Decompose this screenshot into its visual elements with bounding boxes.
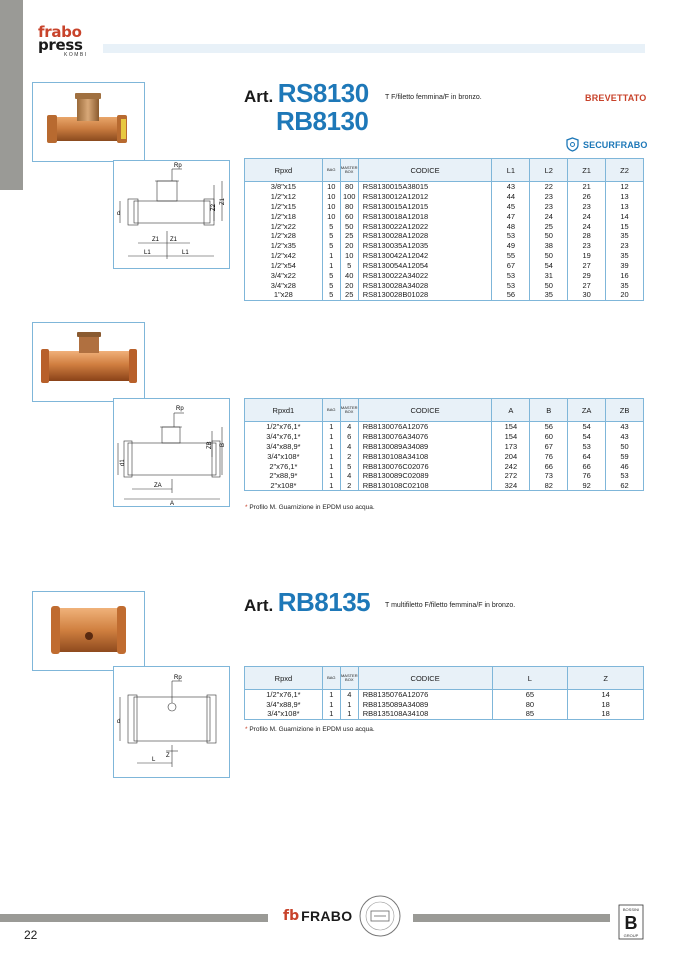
table-cell: RS8130015A38015	[358, 182, 492, 192]
table-cell: 2"x88,9*	[245, 471, 323, 481]
table-cell: 2"x76,1*	[245, 461, 323, 471]
column-header: CODICE	[358, 399, 492, 422]
table-cell: RB8130076A34076	[358, 431, 492, 441]
table-cell: 49	[492, 241, 530, 251]
table-cell: 1/2"x18	[245, 211, 323, 221]
table-cell: 1/2"x35	[245, 241, 323, 251]
column-header: Z2	[606, 159, 644, 182]
table-cell: 23	[568, 201, 606, 211]
table-cell: 50	[530, 280, 568, 290]
group-top-text: BOSSINI	[622, 907, 640, 912]
description-rs8130: T F/filetto femmina/F in bronzo.	[385, 94, 482, 101]
table-header-row	[245, 159, 644, 182]
table-cell: 67	[492, 261, 530, 271]
table-cell: 13	[606, 201, 644, 211]
table-row	[245, 451, 644, 461]
table-cell: 80	[340, 201, 358, 211]
table-cell: 1	[322, 699, 340, 709]
footer-bar-left	[0, 914, 268, 922]
table-cell: 24	[568, 211, 606, 221]
table-cell: 23	[606, 241, 644, 251]
table-cell: 23	[568, 241, 606, 251]
table-cell: 14	[568, 690, 644, 700]
table-cell: 23	[530, 191, 568, 201]
table-cell: 76	[568, 471, 606, 481]
securfrabo-badge	[565, 137, 648, 152]
table-cell: 1/2"x42	[245, 251, 323, 261]
table-cell: 12	[606, 182, 644, 192]
left-gray-bar	[0, 0, 23, 190]
table-cell: 50	[530, 251, 568, 261]
table-cell: 5	[322, 231, 340, 241]
table-cell: 1/2"x12	[245, 191, 323, 201]
column-header: BAG	[322, 667, 340, 690]
table-cell: 4	[340, 471, 358, 481]
table-cell: 55	[492, 251, 530, 261]
table-cell: 50	[530, 231, 568, 241]
table-cell: 19	[568, 251, 606, 261]
table-rs8130	[244, 158, 644, 301]
table-cell: 60	[530, 431, 568, 441]
table-cell: 1	[322, 261, 340, 271]
table-cell: 53	[492, 280, 530, 290]
dim-b: B	[220, 442, 226, 447]
table-cell: 1	[322, 471, 340, 481]
table-cell: 1/2"x15	[245, 201, 323, 211]
table-cell: 173	[492, 441, 530, 451]
logo-line-press: press	[38, 36, 83, 54]
table-cell: 1	[322, 709, 340, 719]
table-cell: 5	[322, 280, 340, 290]
table-cell: 10	[322, 191, 340, 201]
table-cell: 25	[340, 290, 358, 300]
table-cell: 26	[568, 191, 606, 201]
table-cell: RS8130028B01028	[358, 290, 492, 300]
table-row	[245, 221, 644, 231]
table-cell: 47	[492, 211, 530, 221]
table-cell: RS8130028A34028	[358, 280, 492, 290]
column-header: BAG	[322, 159, 340, 182]
dim-l1-left: L1	[144, 250, 151, 256]
table-cell: 64	[568, 451, 606, 461]
table-row	[245, 290, 644, 300]
dim-d1: d1	[120, 459, 126, 466]
header-rule	[103, 44, 645, 53]
table-cell: 35	[606, 280, 644, 290]
column-header: MASTER BOX	[340, 159, 358, 182]
table-cell: 54	[568, 422, 606, 432]
table-cell: 43	[492, 182, 530, 192]
table-cell: 21	[568, 182, 606, 192]
table-cell: RS8130015A12015	[358, 201, 492, 211]
table-cell: 10	[322, 211, 340, 221]
table-cell: 4	[340, 422, 358, 432]
table-cell: 54	[568, 431, 606, 441]
shield-icon	[565, 137, 580, 152]
table-cell: RS8130042A12042	[358, 251, 492, 261]
table-cell: 35	[606, 231, 644, 241]
table-cell: 22	[530, 182, 568, 192]
table-rb8130	[244, 398, 644, 491]
table-row	[245, 231, 644, 241]
table-cell: 1	[322, 481, 340, 491]
table-cell: 3/4"x108*	[245, 451, 323, 461]
table-cell: RB8130108C02108	[358, 481, 492, 491]
table-cell: 14	[606, 211, 644, 221]
table-cell: 3/8"x15	[245, 182, 323, 192]
table-cell: RB8130089C02089	[358, 471, 492, 481]
note-asterisk: *	[245, 726, 248, 733]
table-cell: 1	[322, 690, 340, 700]
table-cell: 204	[492, 451, 530, 461]
table-cell: RS8130035A12035	[358, 241, 492, 251]
column-header: Rpxd	[245, 667, 323, 690]
column-header: MASTER BOX	[340, 667, 358, 690]
table-cell: 2	[340, 481, 358, 491]
table-cell: 54	[530, 261, 568, 271]
dim-l: L	[152, 757, 156, 763]
table-cell: RS8130028A12028	[358, 231, 492, 241]
table-cell: 56	[492, 290, 530, 300]
table-cell: 3/4"x88,9*	[245, 699, 323, 709]
dim-z1-left: Z1	[152, 237, 160, 243]
table-cell: RB8130076A12076	[358, 422, 492, 432]
table-cell: 67	[530, 441, 568, 451]
table-cell: 65	[492, 690, 568, 700]
column-header: ZA	[568, 399, 606, 422]
table-cell: 1	[322, 441, 340, 451]
column-header: A	[492, 399, 530, 422]
table-row	[245, 699, 644, 709]
column-header: BAG	[322, 399, 340, 422]
table-cell: 1/2"x76,1*	[245, 422, 323, 432]
table-cell: 1	[340, 709, 358, 719]
table-cell: 30	[568, 290, 606, 300]
table-row	[245, 201, 644, 211]
table-row	[245, 211, 644, 221]
table-cell: 154	[492, 431, 530, 441]
table-cell: 5	[322, 241, 340, 251]
table-row	[245, 271, 644, 281]
title-rb8135	[244, 587, 370, 618]
table-cell: 62	[606, 481, 644, 491]
table-cell: 1	[340, 699, 358, 709]
table-cell: 53	[606, 471, 644, 481]
table-cell: 1	[322, 422, 340, 432]
certification-seal-icon	[358, 894, 402, 943]
table-row	[245, 690, 644, 700]
table-cell: 18	[568, 699, 644, 709]
table-cell: 2"x108*	[245, 481, 323, 491]
table-cell: 24	[568, 221, 606, 231]
table-row	[245, 481, 644, 491]
table-cell: 4	[340, 690, 358, 700]
drawing-rb8130	[113, 398, 230, 507]
table-cell: 92	[568, 481, 606, 491]
table-cell: 44	[492, 191, 530, 201]
table-cell: 73	[530, 471, 568, 481]
column-header: ZB	[606, 399, 644, 422]
dim-rp: Rp	[174, 675, 182, 681]
table-cell: 76	[530, 451, 568, 461]
table-cell: 38	[530, 241, 568, 251]
table-cell: 3/4"x76,1*	[245, 431, 323, 441]
table-row	[245, 251, 644, 261]
table-cell: 4	[340, 441, 358, 451]
column-header: Z	[568, 667, 644, 690]
table-cell: 10	[340, 251, 358, 261]
table-cell: 3/4"x108*	[245, 709, 323, 719]
securfrabo-label: SECURFRABO	[583, 139, 648, 150]
table-row	[245, 471, 644, 481]
table-cell: 66	[530, 461, 568, 471]
table-cell: 154	[492, 422, 530, 432]
dim-z1-vertical: Z1	[220, 197, 226, 205]
table-cell: 50	[340, 221, 358, 231]
column-header: L2	[530, 159, 568, 182]
note-rb8135	[245, 726, 375, 733]
table-cell: 242	[492, 461, 530, 471]
table-cell: RB8130089A34089	[358, 441, 492, 451]
table-cell: 23	[530, 201, 568, 211]
title-rs8130	[244, 78, 369, 109]
table-cell: 85	[492, 709, 568, 719]
table-cell: 100	[340, 191, 358, 201]
drawing-rs8130	[113, 160, 230, 269]
table-cell: 46	[606, 461, 644, 471]
group-bottom-text: GROUP	[623, 933, 639, 938]
table-cell: 20	[340, 280, 358, 290]
article-code-rs8130: RS8130	[277, 78, 369, 108]
dim-za: ZA	[154, 483, 162, 489]
table-cell: 53	[492, 271, 530, 281]
table-header-row	[245, 399, 644, 422]
table-cell: 1	[322, 251, 340, 261]
table-cell: 5	[322, 271, 340, 281]
column-header: CODICE	[358, 667, 492, 690]
table-cell: 10	[322, 201, 340, 211]
dim-z1-right: Z1	[170, 237, 178, 243]
table-cell: 40	[340, 271, 358, 281]
table-cell: 39	[606, 261, 644, 271]
table-cell: RB8130108A34108	[358, 451, 492, 461]
art-label: Art.	[244, 87, 274, 106]
column-header: L	[492, 667, 568, 690]
dim-z: Z	[166, 753, 170, 759]
table-cell: 45	[492, 201, 530, 211]
dim-z2: Z2	[211, 203, 217, 211]
table-cell: 1/2"x54	[245, 261, 323, 271]
table-cell: 15	[606, 221, 644, 231]
table-cell: 35	[606, 251, 644, 261]
footer-bar-right	[413, 914, 610, 922]
table-cell: RS8130018A12018	[358, 211, 492, 221]
table-cell: 20	[606, 290, 644, 300]
dim-l1-right: L1	[182, 250, 189, 256]
table-cell: RS8130022A12022	[358, 221, 492, 231]
footer-logo-text: FRABO	[301, 908, 353, 924]
table-cell: 60	[340, 211, 358, 221]
table-cell: 66	[568, 461, 606, 471]
column-header: Rpxd1	[245, 399, 323, 422]
bossini-group-logo	[618, 904, 644, 945]
table-cell: 16	[606, 271, 644, 281]
table-cell: 5	[322, 290, 340, 300]
table-cell: RB8135089A34089	[358, 699, 492, 709]
note-rb8130	[245, 504, 375, 511]
table-cell: 24	[530, 211, 568, 221]
table-cell: 82	[530, 481, 568, 491]
table-cell: 53	[568, 441, 606, 451]
table-cell: 29	[568, 271, 606, 281]
drawing-rb8135	[113, 666, 230, 778]
table-cell: 43	[606, 431, 644, 441]
article-code-rb8135: RB8135	[277, 587, 371, 617]
table-cell: 1/2"x28	[245, 231, 323, 241]
table-cell: 1	[322, 451, 340, 461]
column-header: MASTER BOX	[340, 399, 358, 422]
table-row	[245, 182, 644, 192]
dim-d: d	[117, 719, 121, 725]
table-row	[245, 241, 644, 251]
table-cell: 1/2"x76,1*	[245, 690, 323, 700]
table-cell: 20	[340, 241, 358, 251]
note-text: Profilo M. Guarnizione in EPDM uso acqua.	[249, 726, 375, 733]
table-row	[245, 431, 644, 441]
table-cell: 53	[492, 231, 530, 241]
table-row	[245, 461, 644, 471]
table-cell: 25	[530, 221, 568, 231]
table-cell: 31	[530, 271, 568, 281]
table-rb8135	[244, 666, 644, 720]
table-cell: 28	[568, 231, 606, 241]
table-cell: 27	[568, 280, 606, 290]
column-header: Rpxd	[245, 159, 323, 182]
table-cell: 50	[606, 441, 644, 451]
table-cell: 1/2"x22	[245, 221, 323, 231]
table-cell: 5	[340, 461, 358, 471]
table-cell: 5	[322, 221, 340, 231]
column-header: Z1	[568, 159, 606, 182]
table-cell: 3/4"x28	[245, 280, 323, 290]
table-cell: 2	[340, 451, 358, 461]
page-number: 22	[24, 928, 38, 942]
table-row	[245, 422, 644, 432]
footer-frabo-logo	[283, 908, 352, 924]
table-cell: 6	[340, 431, 358, 441]
table-cell: RS8130022A34022	[358, 271, 492, 281]
table-cell: 324	[492, 481, 530, 491]
table-cell: 35	[530, 290, 568, 300]
photo-rb8130-tee	[32, 322, 145, 402]
table-cell: 48	[492, 221, 530, 231]
table-cell: 59	[606, 451, 644, 461]
table-cell: 1	[322, 431, 340, 441]
dim-rp: Rp	[176, 406, 184, 412]
table-cell: 272	[492, 471, 530, 481]
table-cell: RS8130054A12054	[358, 261, 492, 271]
table-cell: 80	[340, 182, 358, 192]
table-row	[245, 709, 644, 719]
column-header: B	[530, 399, 568, 422]
table-cell: 80	[492, 699, 568, 709]
table-cell: 5	[340, 261, 358, 271]
table-cell: RB8135076A12076	[358, 690, 492, 700]
table-cell: 3/4"x88,9*	[245, 441, 323, 451]
photo-rb8135-tee	[32, 591, 145, 671]
table-cell: 13	[606, 191, 644, 201]
column-header: CODICE	[358, 159, 492, 182]
note-text: Profilo M. Guarnizione in EPDM uso acqua.	[249, 504, 375, 511]
table-cell: RB8130076C02076	[358, 461, 492, 471]
dim-a: A	[170, 501, 175, 506]
table-header-row	[245, 667, 644, 690]
table-cell: 25	[340, 231, 358, 241]
table-cell: 56	[530, 422, 568, 432]
group-letter: B	[624, 913, 638, 933]
note-asterisk: *	[245, 504, 248, 511]
table-row	[245, 191, 644, 201]
table-cell: 10	[322, 182, 340, 192]
table-cell: RB8135108A34108	[358, 709, 492, 719]
logo-line-frabo: frabo	[38, 23, 82, 41]
table-cell: 27	[568, 261, 606, 271]
table-cell: 3/4"x22	[245, 271, 323, 281]
description-rb8135: T multifiletto F/filetto femmina/F in bronzo.	[385, 602, 516, 609]
table-cell: 1	[322, 461, 340, 471]
table-row	[245, 441, 644, 451]
art-label: Art.	[244, 596, 274, 615]
frabo-press-logo	[38, 25, 88, 58]
column-header: L1	[492, 159, 530, 182]
table-cell: 18	[568, 709, 644, 719]
article-code-rb8130: RB8130	[276, 106, 369, 136]
patent-label: BREVETTATO	[585, 93, 647, 103]
dim-zb: ZB	[207, 441, 213, 449]
table-cell: 43	[606, 422, 644, 432]
table-cell: 1"x28	[245, 290, 323, 300]
table-row	[245, 280, 644, 290]
dim-rp: Rp	[174, 163, 182, 169]
table-row	[245, 261, 644, 271]
dim-d: d	[117, 211, 121, 217]
table-cell: RS8130012A12012	[358, 191, 492, 201]
logo-line-kombi: KOMBI	[64, 52, 88, 58]
photo-rs8130-tee	[32, 82, 145, 162]
footer-logo-mark: fb	[283, 908, 300, 924]
